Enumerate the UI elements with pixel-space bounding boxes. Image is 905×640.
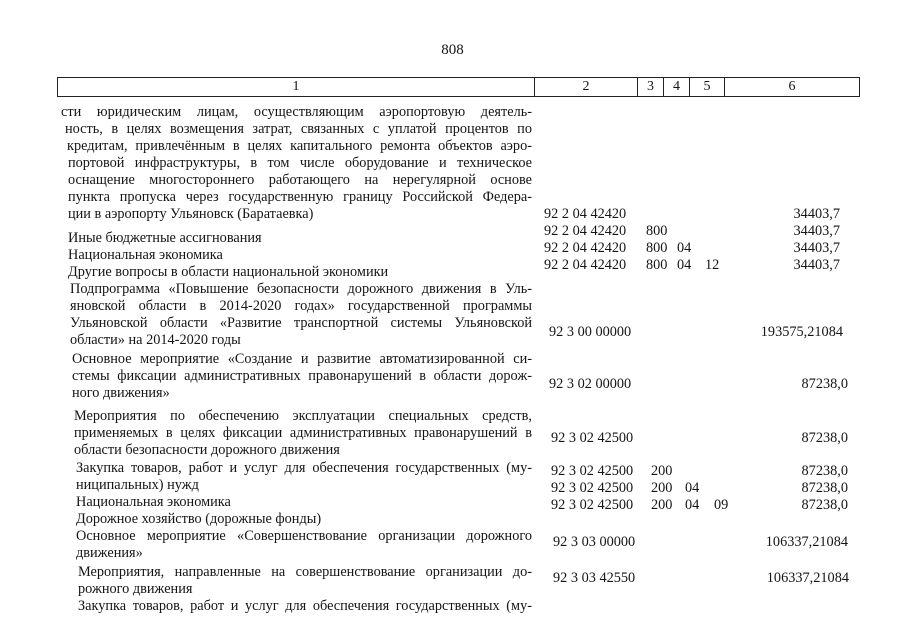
page-number: 808: [441, 42, 464, 58]
description-line: движения»: [76, 545, 143, 561]
header-col-5: 5: [689, 78, 724, 96]
description-line: области» на 2014-2020 годы: [70, 332, 241, 348]
row-section: 200: [651, 480, 673, 496]
header-col-2: 2: [534, 78, 637, 96]
description-line: Другие вопросы в области национальной экономики: [68, 264, 389, 280]
header-col-6: 6: [724, 78, 859, 96]
row-amount: 87238,0: [801, 376, 848, 392]
description-line: Национальная экономика: [68, 247, 223, 263]
row-code: 92 3 03 00000: [553, 534, 636, 550]
description-line: Национальная экономика: [76, 494, 231, 510]
row-amount: 87238,0: [801, 463, 848, 479]
description-line: Дорожное хозяйство (дорожные фонды): [76, 511, 322, 527]
row-amount: 34403,7: [793, 223, 840, 239]
row-amount: 34403,7: [793, 206, 840, 222]
row-code: 92 3 02 42500: [551, 430, 634, 446]
description-line: Закупка товаров, работ и услуг для обеспечения государственных (му-: [76, 460, 532, 476]
row-subsection: 04: [685, 480, 700, 496]
row-section: 800: [646, 240, 668, 256]
description-line: Иные бюджетные ассигнования: [68, 230, 262, 246]
row-code: 92 3 02 42500: [551, 480, 634, 496]
row-amount: 34403,7: [793, 257, 840, 273]
row-code: 92 2 04 42420: [544, 223, 627, 239]
row-section: 800: [646, 257, 668, 273]
description-line: яновской области в 2014-2020 годах» государственной программы: [70, 298, 532, 314]
row-amount: 34403,7: [793, 240, 840, 256]
description-line: ниципальных) нужд: [76, 477, 199, 493]
header-col-1: 1: [292, 79, 300, 94]
description-line: ции в аэропорту Ульяновск (Баратаевка): [68, 206, 314, 222]
description-line: Закупка товаров, работ и услуг для обеспечения государственных (му-: [78, 598, 532, 614]
description-line: пункта пропуска через государственную границу Российской Федера-: [68, 189, 532, 205]
row-section: 800: [646, 223, 668, 239]
row-section: 200: [651, 463, 673, 479]
row-subsection: 04: [677, 240, 692, 256]
description-line: применяемых в целях фиксации административных правонарушений в: [74, 425, 532, 441]
description-line: сти юридическим лицам, осуществляющим аэропортовую деятель-: [61, 104, 532, 120]
row-code: 92 3 03 42550: [553, 570, 636, 586]
row-section: 200: [651, 497, 673, 513]
description-line: оснащение многостороннего работающего на нерегулярной основе: [68, 172, 532, 188]
header-col-4: 4: [663, 78, 689, 96]
description-line: стемы фиксации административных правонарушений в области дорож-: [72, 368, 532, 384]
row-amount: 106337,21084: [766, 570, 849, 586]
description-line: рожного движения: [78, 581, 193, 597]
row-amount: 87238,0: [801, 430, 848, 446]
description-line: Основное мероприятие «Совершенствование организации дорожного: [76, 528, 532, 544]
description-line: Подпрограмма «Повышение безопасности дорожного движения в Уль-: [70, 281, 532, 297]
description-line: портовой инфраструктуры, в том числе оборудование и техническое: [68, 155, 532, 171]
row-code: 92 3 02 42500: [551, 497, 634, 513]
description-line: Мероприятия по обеспечению эксплуатации специальных средств,: [74, 408, 532, 424]
description-line: области безопасности дорожного движения: [74, 442, 340, 458]
row-amount: 87238,0: [801, 480, 848, 496]
description-line: ного движения»: [72, 385, 170, 401]
row-item: 12: [705, 257, 720, 273]
row-subsection: 04: [685, 497, 700, 513]
row-code: 92 2 04 42420: [544, 206, 627, 222]
description-line: Ульяновской области «Развитие транспортной системы Ульяновской: [70, 315, 532, 331]
row-code: 92 2 04 42420: [544, 257, 627, 273]
row-code: 92 3 02 42500: [551, 463, 634, 479]
description-line: ность, в целях возмещения затрат, связанных с уплатой процентов по: [65, 121, 532, 137]
row-amount: 106337,21084: [765, 534, 848, 550]
row-code: 92 3 02 00000: [549, 376, 632, 392]
description-line: Мероприятия, направленные на совершенствование организации до-: [78, 564, 532, 580]
row-code: 92 2 04 42420: [544, 240, 627, 256]
row-subsection: 04: [677, 257, 692, 273]
header-col-3: 3: [637, 78, 663, 96]
row-item: 09: [714, 497, 729, 513]
description-line: Основное мероприятие «Создание и развитие автоматизированной си-: [72, 351, 532, 367]
row-amount: 87238,0: [801, 497, 848, 513]
row-amount: 193575,21084: [760, 324, 843, 340]
description-line: кредитам, привлечённым в целях капитального ремонта объектов аэро-: [67, 138, 532, 154]
row-code: 92 3 00 00000: [549, 324, 632, 340]
